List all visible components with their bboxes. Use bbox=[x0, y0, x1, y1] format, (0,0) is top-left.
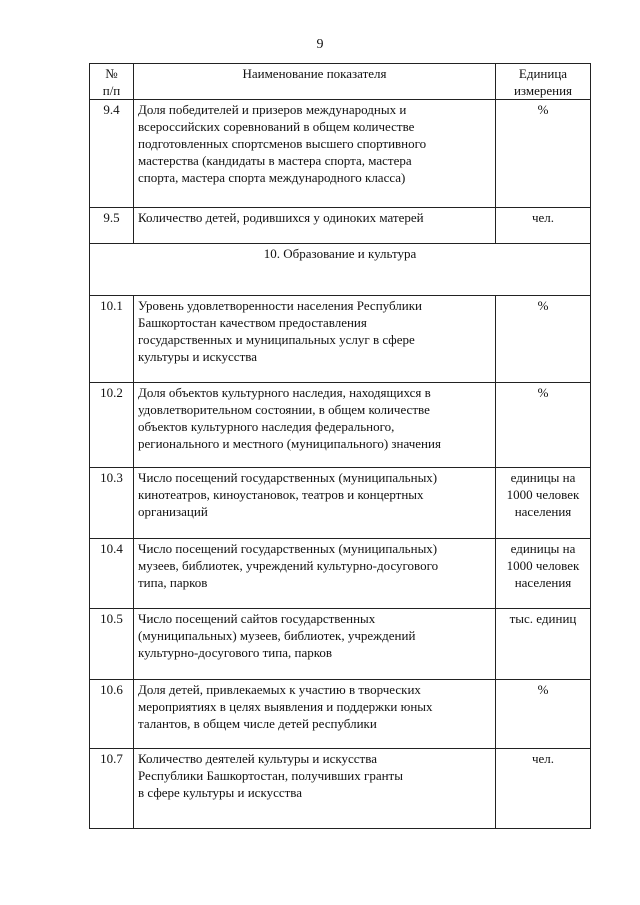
indicator-line: в сфере культуры и искусства bbox=[138, 785, 303, 800]
indicator-line: подготовленных спортсменов высшего спортивного bbox=[138, 136, 427, 151]
indicator-line: музеев, библиотек, учреждений культурно-досугового bbox=[138, 558, 439, 573]
row-number: 10.6 bbox=[90, 680, 134, 749]
row-unit bbox=[496, 749, 591, 829]
row-number: 10.5 bbox=[90, 609, 134, 680]
header-unit-line: измерения bbox=[513, 83, 573, 98]
indicator-line: регионального и местного (муниципального) значения bbox=[138, 436, 441, 451]
unit-line: % bbox=[537, 385, 549, 400]
row-unit bbox=[496, 383, 591, 468]
row-indicator-name bbox=[134, 100, 496, 208]
indicator-line: Доля детей, привлекаемых к участию в творческих bbox=[138, 682, 421, 697]
section-row bbox=[90, 244, 591, 296]
unit-line: 1000 человек bbox=[506, 558, 580, 573]
indicator-line: Доля объектов культурного наследия, находящихся в bbox=[138, 385, 431, 400]
indicator-line: всероссийских соревнований в общем количестве bbox=[138, 119, 415, 134]
indicator-line: культурно-досугового типа, парков bbox=[138, 645, 333, 660]
table-row bbox=[90, 680, 591, 749]
table-row bbox=[90, 468, 591, 539]
header-number-line: п/п bbox=[102, 83, 121, 98]
row-indicator-name bbox=[134, 468, 496, 539]
table-row bbox=[90, 609, 591, 680]
row-indicator-name bbox=[134, 208, 496, 244]
unit-line: единицы на bbox=[510, 541, 576, 556]
indicator-line: удовлетворительном состоянии, в общем количестве bbox=[138, 402, 430, 417]
row-number: 10.7 bbox=[90, 749, 134, 829]
row-number: 9.5 bbox=[90, 208, 134, 244]
row-indicator-name bbox=[134, 383, 496, 468]
indicator-line: Башкортостан качеством предоставления bbox=[138, 315, 367, 330]
table-row bbox=[90, 208, 591, 244]
header-unit-line: Единица bbox=[518, 66, 568, 81]
row-indicator-name bbox=[134, 539, 496, 609]
indicator-line: кинотеатров, киноустановок, театров и концертных bbox=[138, 487, 424, 502]
row-indicator-name bbox=[134, 609, 496, 680]
section-title: 10. Образование и культура bbox=[90, 244, 591, 296]
row-indicator-name bbox=[134, 749, 496, 829]
indicator-line: Количество детей, родившихся у одиноких матерей bbox=[138, 210, 424, 225]
row-unit bbox=[496, 100, 591, 208]
row-number: 9.4 bbox=[90, 100, 134, 208]
unit-line: % bbox=[537, 298, 549, 313]
row-number: 10.1 bbox=[90, 296, 134, 383]
indicator-line: мероприятиях в целях выявления и поддержки юных bbox=[138, 699, 433, 714]
indicator-line: мастерства (кандидаты в мастера спорта, мастера bbox=[138, 153, 412, 168]
indicator-line: государственных и муниципальных услуг в сфере bbox=[138, 332, 415, 347]
unit-line: 1000 человек bbox=[506, 487, 580, 502]
indicator-line: талантов, в общем числе детей республики bbox=[138, 716, 377, 731]
header-number-line: № bbox=[105, 66, 118, 81]
table-row bbox=[90, 100, 591, 208]
row-number: 10.3 bbox=[90, 468, 134, 539]
unit-line: % bbox=[537, 682, 549, 697]
row-unit bbox=[496, 468, 591, 539]
table-header-row bbox=[90, 64, 591, 100]
unit-line: населения bbox=[514, 504, 572, 519]
header-unit bbox=[496, 64, 591, 100]
unit-line: единицы на bbox=[510, 470, 576, 485]
indicator-line: Число посещений сайтов государственных bbox=[138, 611, 376, 626]
page-number: 9 bbox=[316, 37, 324, 52]
table-row bbox=[90, 296, 591, 383]
indicators-table bbox=[89, 63, 591, 829]
indicator-line: Уровень удовлетворенности населения Республики bbox=[138, 298, 422, 313]
row-number: 10.2 bbox=[90, 383, 134, 468]
indicator-line: (муниципальных) музеев, библиотек, учреждений bbox=[138, 628, 416, 643]
indicator-line: объектов культурного наследия федерального, bbox=[138, 419, 395, 434]
unit-line: % bbox=[537, 102, 549, 117]
row-unit bbox=[496, 296, 591, 383]
header-number bbox=[90, 64, 134, 100]
row-number: 10.4 bbox=[90, 539, 134, 609]
indicator-line: Республики Башкортостан, получивших гранты bbox=[138, 768, 403, 783]
header-indicator-name: Наименование показателя bbox=[134, 64, 496, 100]
row-indicator-name bbox=[134, 296, 496, 383]
unit-line: населения bbox=[514, 575, 572, 590]
indicator-line: организаций bbox=[138, 504, 208, 519]
row-unit bbox=[496, 680, 591, 749]
table-row bbox=[90, 383, 591, 468]
indicator-line: Доля победителей и призеров международных и bbox=[138, 102, 407, 117]
row-unit bbox=[496, 208, 591, 244]
table-row bbox=[90, 539, 591, 609]
unit-line: тыс. единиц bbox=[509, 611, 577, 626]
row-unit bbox=[496, 539, 591, 609]
indicator-line: Количество деятелей культуры и искусства bbox=[138, 751, 377, 766]
unit-line: чел. bbox=[531, 751, 555, 766]
unit-line: чел. bbox=[531, 210, 555, 225]
indicator-line: типа, парков bbox=[138, 575, 208, 590]
row-unit bbox=[496, 609, 591, 680]
indicator-line: Число посещений государственных (муниципальных) bbox=[138, 541, 438, 556]
row-indicator-name bbox=[134, 680, 496, 749]
indicator-line: культуры и искусства bbox=[138, 349, 257, 364]
table-row bbox=[90, 749, 591, 829]
indicator-line: спорта, мастера спорта международного класса) bbox=[138, 170, 406, 185]
indicator-line: Число посещений государственных (муниципальных) bbox=[138, 470, 438, 485]
